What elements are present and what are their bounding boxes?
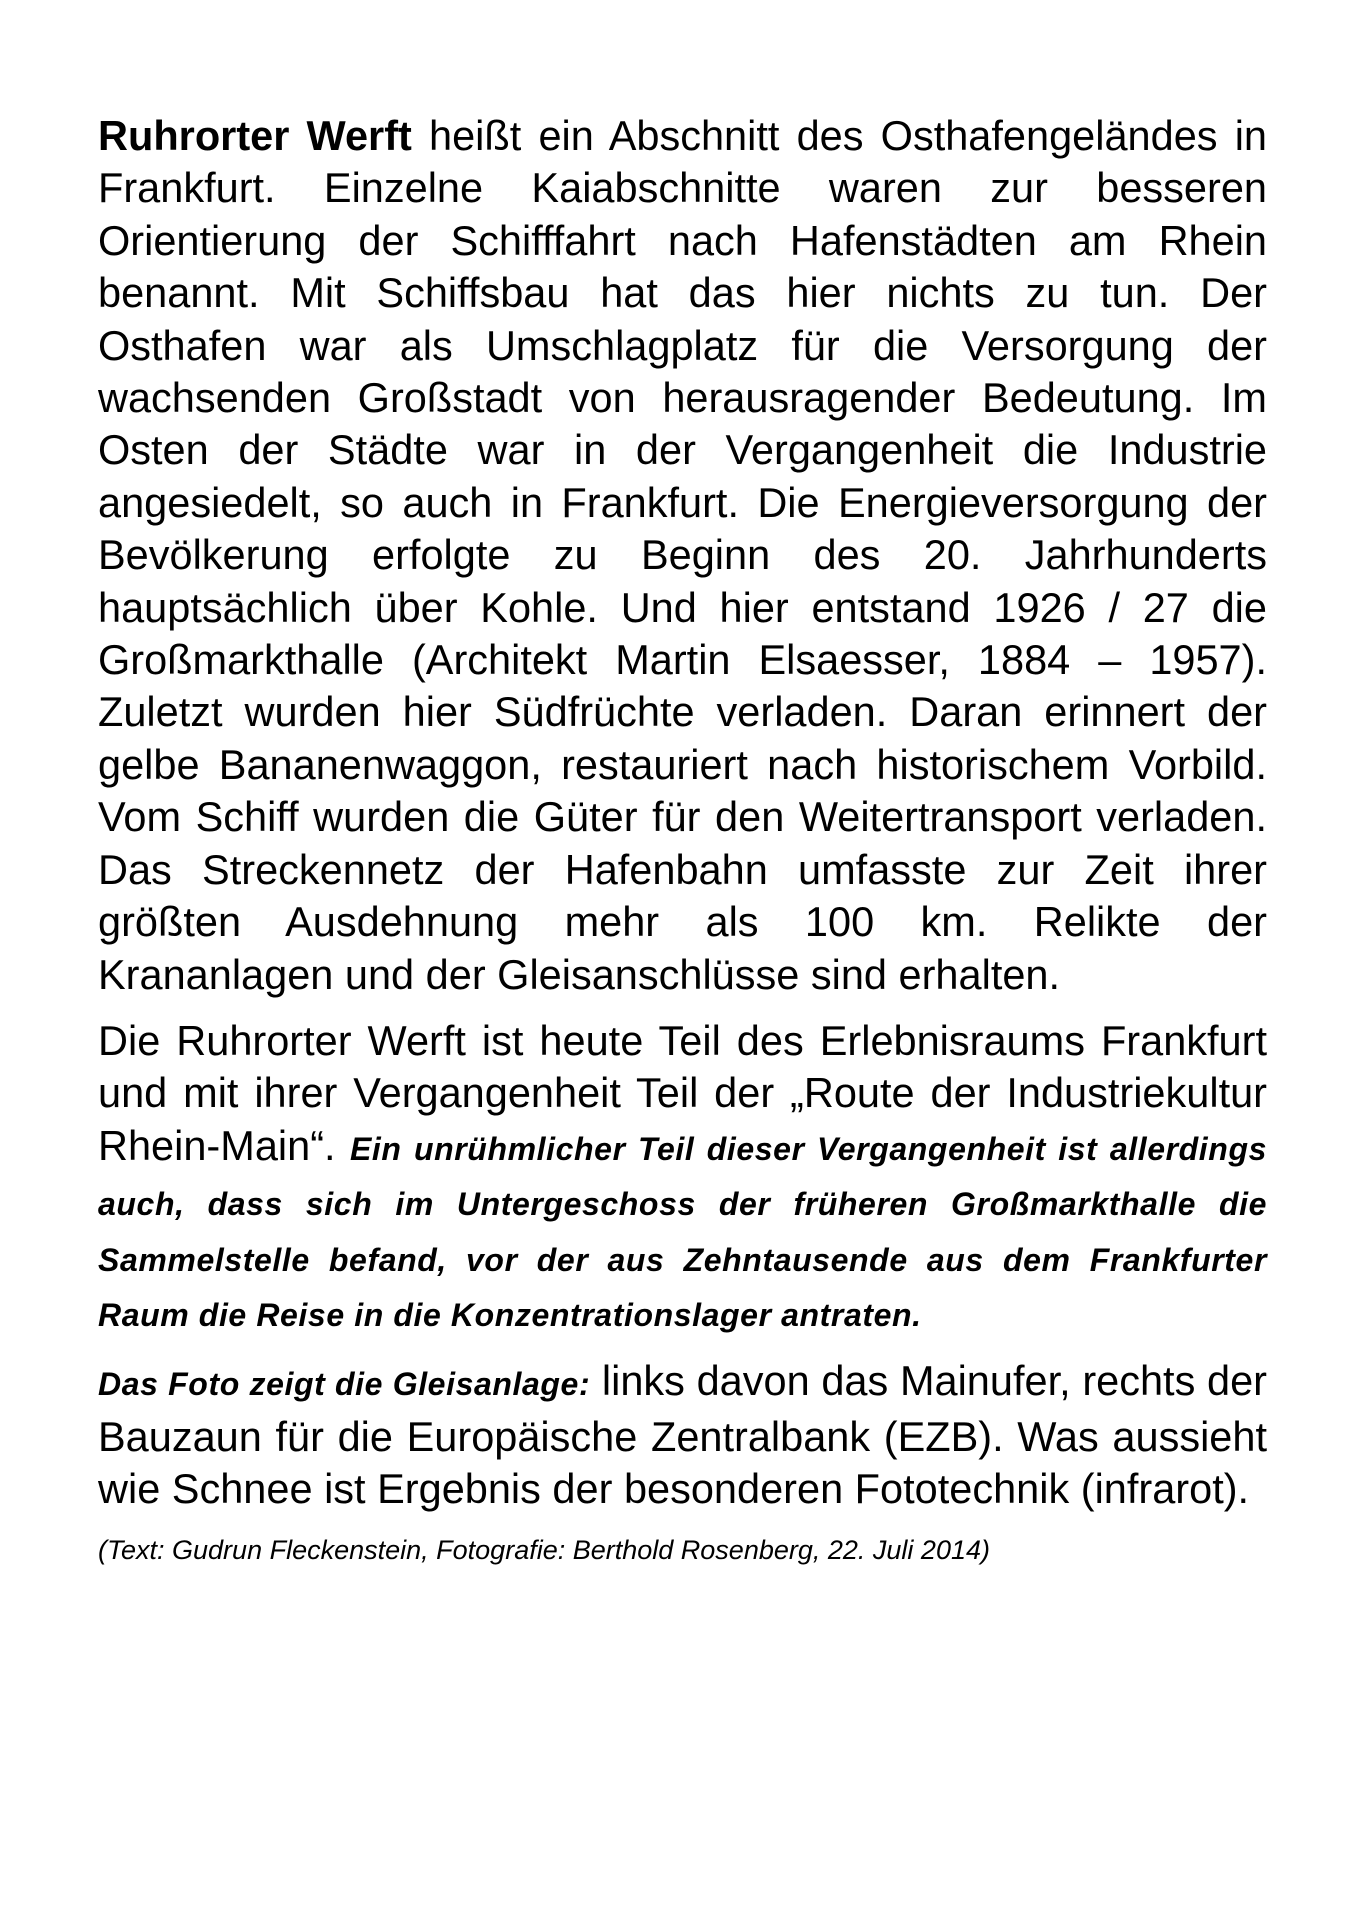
paragraph-body: links davon das Mainufer, rechts der Bauzaun für die Europäische Zentralbank (EZB). Was aussieht wie Schnee ist Ergebnis der besonderen Fototechnik (infrarot). <box>98 1357 1267 1513</box>
paragraph-body: Die Ruhrorter Werft ist heute Teil des Erlebnisraums Frankfurt und mit ihrer Vergangenheit Teil der „Route der Industriekultur Rhein-Main“. <box>98 1016 1267 1169</box>
paragraph-photo <box>98 1355 1267 1515</box>
credit-line: (Text: Gudrun Fleckenstein, Fotografie: Berthold Rosenberg, 22. Juli 2014) <box>98 1534 990 1565</box>
paragraph-route <box>98 1015 1267 1341</box>
paragraph-emphasis: Ein unrühmlicher Teil dieser Vergangenheit ist allerdings auch, dass sich im Untergeschoss der früheren Großmarkthalle die Sammelstelle befand, vor der aus Zehntausende aus dem Frankfurter Raum die Reise in die Konzentrationslager antraten. <box>98 1130 1267 1333</box>
paragraph-history <box>98 110 1267 1001</box>
paragraph-lead-emphasis: Das Foto zeigt die Gleisanlage: <box>98 1366 591 1403</box>
paragraph-body: heißt ein Abschnitt des Osthafengeländes in Frankfurt. Einzelne Kaiabschnitte waren zur besseren Orientierung der Schifffahrt nach Hafenstädten am Rhein benannt. Mit Schiffsbau hat das hier nichts zu tun. Der Osthafen war als Umschlagplatz für die Versorgung der wachsenden Großstadt von herausragender Bedeutung. Im Osten der Städte war in der Vergangenheit die Industrie angesiedelt, so auch in Frankfurt. Die Energieversorgung der Bevölkerung erfolgte zu Beginn des 20. Jahrhunderts hauptsächlich über Kohle. Und hier entstand 1926 / 27 die Großmarkthalle (Architekt Martin Elsaesser, 1884 – 1957). Zuletzt wurden hier Südfrüchte verladen. Daran erinnert der gelbe Bananenwaggon, restauriert nach historischem Vorbild. Vom Schiff wurden die Güter für den Weitertransport verladen. Das Streckennetz der Hafenbahn umfasste zur Zeit ihrer größten Ausdehnung mehr als 100 km. Relikte der Krananlagen und der Gleisanschlüsse sind erhalten. <box>98 112 1267 998</box>
paragraph-lead-title: Ruhrorter Werft <box>98 112 412 159</box>
